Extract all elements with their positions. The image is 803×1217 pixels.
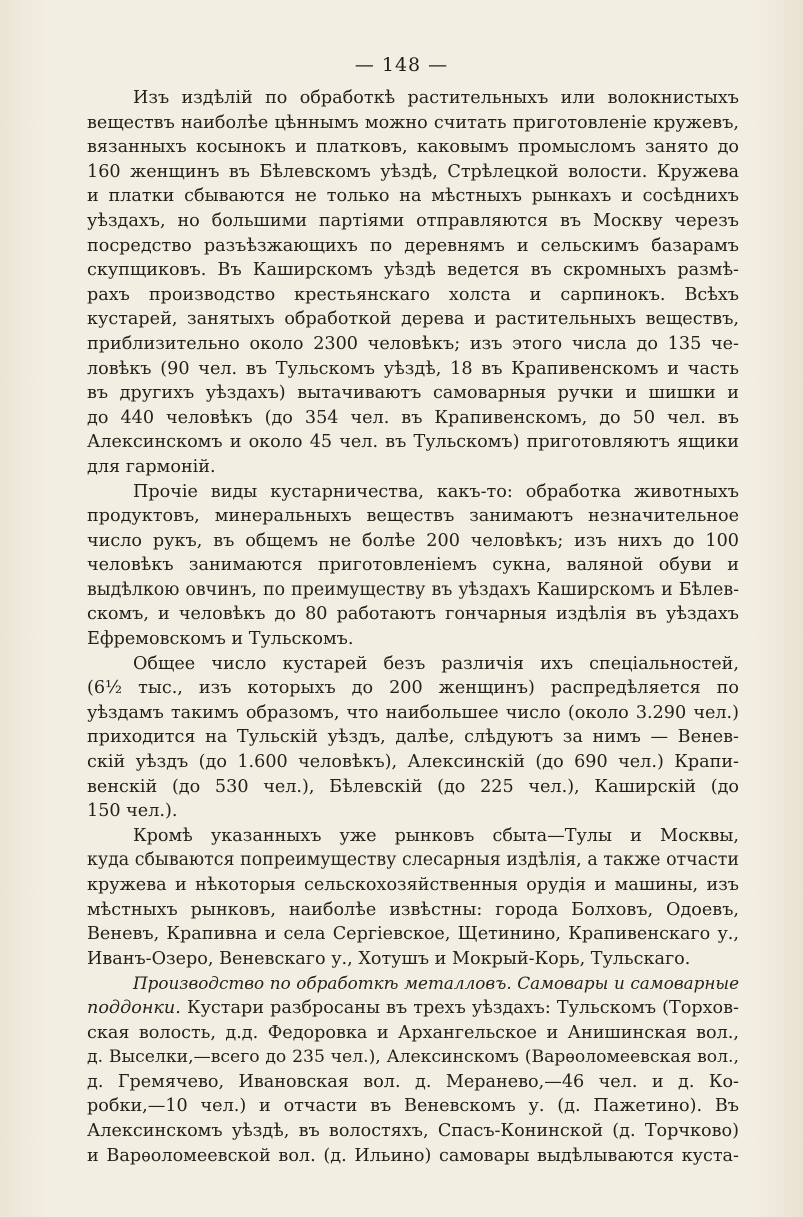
text-line <box>87 357 739 382</box>
text-line <box>87 381 739 406</box>
text-line <box>87 971 739 996</box>
text-line <box>87 848 739 873</box>
line-text: Кустари разбросаны въ трехъ уѣздахъ: Тульскомъ (Торхов- <box>180 997 739 1018</box>
line-text: въ другихъ уѣздахъ) вытачиваютъ самоварныя ручки и шишки и <box>87 383 739 404</box>
line-text: робки,—10 чел.) и отчасти въ Веневскомъ у. (д. Пажетино). Въ <box>87 1096 739 1117</box>
line-text: приходится на Тульскій уѣздъ, далѣе, слѣдуютъ за нимъ — Венев- <box>87 727 739 748</box>
text-line <box>87 111 739 136</box>
line-text: вязанныхъ косынокъ и платковъ, каковымъ промысломъ занято до <box>87 137 739 158</box>
line-text: 150 чел.). <box>87 801 178 822</box>
italic-heading: поддонки. <box>87 997 181 1018</box>
line-text: Кромѣ указанныхъ уже рынковъ сбыта—Тулы и Москвы, <box>133 825 739 846</box>
line-text: уѣздахъ, но большими партіями отправляются въ Москву черезъ <box>87 210 739 231</box>
text-line <box>87 701 739 726</box>
line-text: кружева и нѣкоторыя сельскохозяйственныя орудія и машины, изъ <box>87 875 739 895</box>
text-line <box>87 898 739 923</box>
text-line <box>87 725 739 750</box>
line-text: до 440 человѣкъ (до 354 чел. въ Крапивенскомъ, до 50 чел. въ <box>87 407 739 428</box>
line-text: человѣкъ занимаются приготовленіемъ сукна, валяной обуви и <box>87 555 739 576</box>
text-line <box>87 1094 739 1119</box>
page-number: — 148 — <box>354 54 449 76</box>
line-text: число рукъ, въ общемъ не болѣе 200 человѣкъ; изъ нихъ до 100 <box>87 530 739 551</box>
text-line <box>87 750 739 775</box>
line-text: выдѣлкою овчинъ, по преимуществу въ уѣздахъ Каширскомъ и Бѣлев- <box>87 579 739 600</box>
line-text: кустарей, занятыхъ обработкой дерева и растительныхъ веществъ, <box>87 309 739 330</box>
line-text: приблизительно около 2300 человѣкъ; изъ этого числа до 135 че- <box>87 333 739 354</box>
line-text: и платки сбываются не только на мѣстныхъ рынкахъ и сосѣднихъ <box>87 186 739 207</box>
text-line <box>87 480 739 505</box>
line-text: Иванъ-Озеро, Веневскаго у., Хотушъ и Мокрый-Корь, Тульскаго. <box>87 948 691 969</box>
text-line <box>87 578 739 603</box>
line-text: Алексинскомъ и около 45 чел. въ Тульскомъ) приготовляютъ ящики <box>87 432 739 453</box>
text-line <box>87 209 739 234</box>
line-text: мѣстныхъ рынковъ, наиболѣе извѣстны: города Болховъ, Одоевъ, <box>87 899 739 920</box>
text-line <box>87 602 739 627</box>
line-text: Ефремовскомъ и Тульскомъ. <box>87 629 354 650</box>
text-line <box>87 1045 739 1070</box>
line-text: д. Гремячево, Ивановская вол. д. Меранево,—46 чел. и д. Ко- <box>87 1071 739 1092</box>
line-text: венскій (до 530 чел.), Бѣлевскій (до 225 чел.), Каширскій (до <box>87 776 739 797</box>
body-text <box>87 86 739 1168</box>
text-line <box>87 258 739 283</box>
text-line <box>87 947 739 972</box>
line-text: скій уѣздъ (до 1.600 человѣкъ), Алексинскій (до 690 чел.) Крапи- <box>87 752 739 773</box>
text-line <box>87 922 739 947</box>
line-text: Изъ издѣлій по обработкѣ растительныхъ или волокнистыхъ <box>133 88 739 108</box>
line-text: посредство разъѣзжающихъ по деревнямъ и сельскимъ базарамъ <box>87 235 739 256</box>
line-text: Прочіе виды кустарничества, какъ-то: обработка животныхъ <box>133 481 739 502</box>
text-line <box>87 799 739 824</box>
text-line <box>87 504 739 529</box>
text-line <box>87 627 739 652</box>
text-line <box>87 1119 739 1144</box>
line-text: д. Выселки,—всего до 235 чел.), Алексинскомъ (Варѳоломеевская вол., <box>87 1047 739 1068</box>
text-line <box>87 652 739 677</box>
text-line <box>87 307 739 332</box>
line-text: Общее число кустарей безъ различія ихъ спеціальностей, <box>133 653 739 674</box>
text-line <box>87 455 739 480</box>
line-text: ловѣкъ (90 чел. въ Тульскомъ уѣздѣ, 18 въ Крапивенскомъ и часть <box>87 358 739 379</box>
text-line <box>87 430 739 455</box>
text-line <box>87 135 739 160</box>
line-text: для гармоній. <box>87 456 216 477</box>
line-text: и Варѳоломеевской вол. (д. Ильино) самовары выдѣлываются куста- <box>87 1145 739 1166</box>
text-line <box>87 332 739 357</box>
line-text: продуктовъ, минеральныхъ веществъ занимаютъ незначительное <box>87 506 739 527</box>
text-line <box>87 184 739 209</box>
line-text: скомъ, и человѣкъ до 80 работаютъ гончарныя издѣлія въ уѣздахъ <box>87 604 739 625</box>
line-text: рахъ производство крестьянскаго холста и сарпинокъ. Всѣхъ <box>87 284 739 305</box>
text-line <box>87 86 739 111</box>
text-line <box>87 160 739 185</box>
text-line <box>87 406 739 431</box>
line-text: Веневъ, Крапивна и села Сергіевское, Щетинино, Крапивенскаго у., <box>87 924 739 945</box>
line-text: Алексинскомъ уѣздѣ, въ волостяхъ, Спасъ-Конинской (д. Торчково) <box>87 1120 739 1141</box>
text-line <box>87 676 739 701</box>
text-line <box>87 553 739 578</box>
text-line <box>87 824 739 849</box>
line-text: уѣздамъ такимъ образомъ, что наибольшее число (около 3.290 чел.) <box>87 702 739 723</box>
line-text: куда сбываются попреимуществу слесарныя издѣлія, а также отчасти <box>87 850 739 871</box>
line-text: скупщиковъ. Въ Каширскомъ уѣздѣ ведется въ скромныхъ размѣ- <box>87 260 739 281</box>
text-line <box>87 1021 739 1046</box>
text-line <box>87 873 739 898</box>
line-text: 160 женщинъ въ Бѣлевскомъ уѣздѣ, Стрѣлецкой волости. Кружева <box>87 161 739 182</box>
text-line <box>87 283 739 308</box>
line-text: (6½ тыс., изъ которыхъ до 200 женщинъ) распредѣляется по <box>87 678 739 699</box>
text-line <box>87 1144 739 1169</box>
text-line <box>87 529 739 554</box>
line-text: веществъ наиболѣе цѣннымъ можно считать приготовленіе кружевъ, <box>87 112 739 133</box>
text-line <box>87 1070 739 1095</box>
text-line <box>87 234 739 259</box>
italic-heading: Производство по обработкѣ металловъ. Самовары и самоварные <box>133 973 739 994</box>
text-line <box>87 996 739 1021</box>
text-line <box>87 775 739 800</box>
line-text: ская волость, д.д. Федоровка и Архангельское и Анишинская вол., <box>87 1022 739 1043</box>
